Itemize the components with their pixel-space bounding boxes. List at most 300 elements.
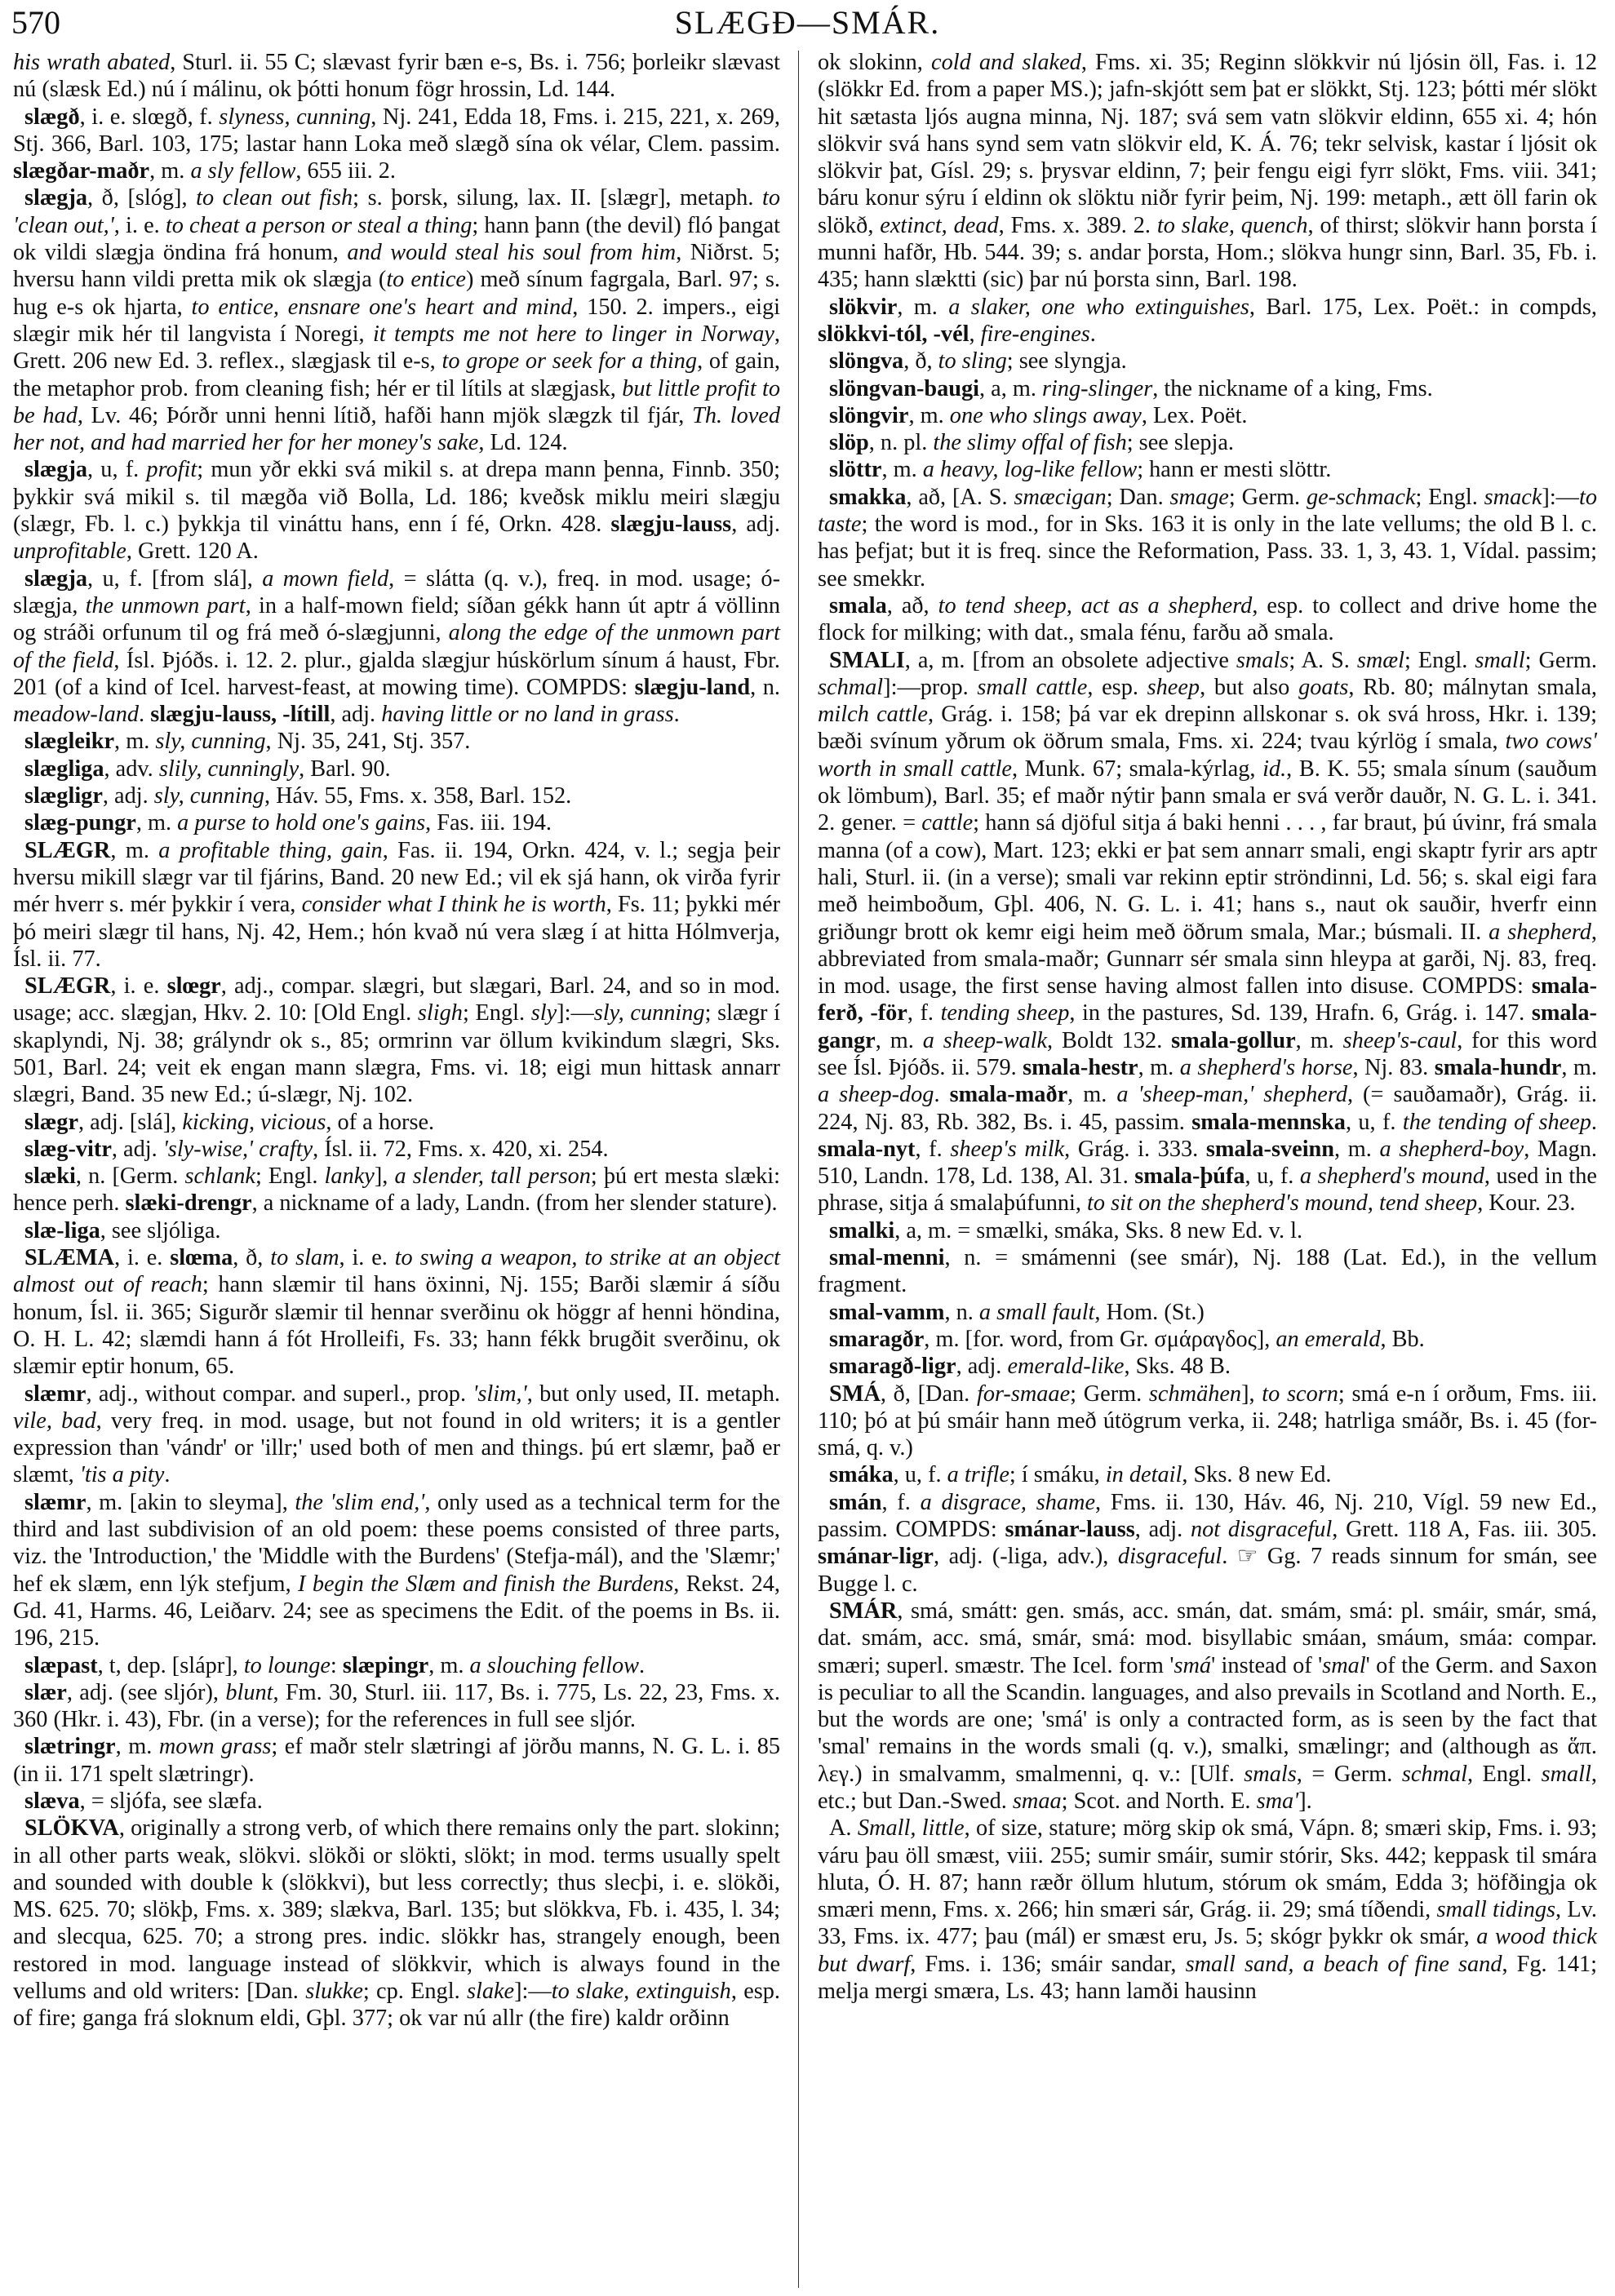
gloss: small cattle bbox=[977, 674, 1088, 700]
entry-text: , bbox=[969, 321, 981, 347]
entry-text: , m. [akin to sleyma], bbox=[86, 1489, 295, 1515]
headword: slöngvan-baugi bbox=[829, 375, 979, 401]
entry-text: , i. e. bbox=[110, 973, 167, 1000]
gloss: slily, cunningly bbox=[158, 756, 299, 782]
headword: smala-þúfa bbox=[1134, 1164, 1245, 1190]
headword: smal-menni bbox=[829, 1245, 945, 1271]
gloss: ge-schmack bbox=[1306, 484, 1416, 510]
headword: smáka bbox=[829, 1462, 894, 1488]
entry-text: : bbox=[330, 1652, 343, 1678]
entry-text: , used in the phrase, sitja á smalaþúfunni, bbox=[818, 1164, 1597, 1217]
gloss: a slaker, one who extinguishes bbox=[948, 294, 1249, 320]
gloss: Th. loved her not, and had married her for her money's sake bbox=[13, 402, 780, 456]
entry-text: ; í smáku, bbox=[1009, 1462, 1106, 1488]
entry-text: , Ld. 124. bbox=[478, 430, 568, 456]
entry-text: , Grett. 120 A. bbox=[126, 539, 259, 565]
entry-text: , m. [for. word, from Gr. σμάραγδος], bbox=[924, 1326, 1276, 1352]
entry-text: ; Engl. bbox=[1404, 647, 1475, 673]
headword: smala-hestr bbox=[1023, 1054, 1138, 1080]
entry-text: ; Engl. bbox=[462, 1000, 531, 1026]
gloss: a wood thick but dwarf bbox=[818, 1924, 1597, 1977]
entry-text: , n. = smámenni (see smár), Nj. 188 (Lat. Ed.), in the vellum fragment. bbox=[818, 1245, 1597, 1298]
entry-text: . bbox=[639, 1652, 646, 1678]
headword: slæ-liga bbox=[24, 1217, 100, 1243]
entry-text: . bbox=[164, 1462, 171, 1488]
headword: slöttr bbox=[829, 457, 882, 483]
entry-text: ; Engl. bbox=[255, 1164, 325, 1190]
entry-text: , etc.; but Dan.-Swed. bbox=[818, 1761, 1597, 1814]
entry-text: , m. bbox=[1561, 1054, 1598, 1080]
headword: slökkvi-tól, -vél bbox=[818, 321, 969, 347]
headword: slæmr bbox=[24, 1381, 87, 1407]
entry-text: , m. bbox=[1067, 1082, 1117, 1108]
entry-text: ; hann er mesti slöttr. bbox=[1137, 457, 1332, 483]
gloss: a shepherd-boy bbox=[1379, 1136, 1524, 1162]
gloss: milch cattle bbox=[818, 702, 928, 728]
gloss: smack bbox=[1484, 484, 1542, 510]
gloss: 'slim,' bbox=[473, 1381, 527, 1407]
dictionary-entry bbox=[818, 1815, 1597, 2005]
entry-text: A. bbox=[829, 1815, 858, 1842]
dictionary-entry bbox=[13, 1815, 780, 2032]
entry-text: , a, m. [from an obsolete adjective bbox=[904, 647, 1236, 673]
dictionary-entry bbox=[818, 1217, 1597, 1244]
entry-text: , adj. (-liga, adv.), bbox=[933, 1544, 1118, 1570]
dictionary-entry bbox=[818, 429, 1597, 456]
dictionary-entry bbox=[818, 348, 1597, 375]
entry-text: , esp. to collect and drive home the flock for milking; with dat., smala fénu, farðu að smala. bbox=[818, 592, 1597, 646]
dictionary-entry bbox=[13, 809, 780, 836]
gloss: smals bbox=[1236, 647, 1289, 673]
gloss: sly, cunning bbox=[155, 729, 266, 755]
entry-text: ], bbox=[374, 1164, 395, 1190]
gloss: ring-slinger bbox=[1042, 375, 1153, 401]
headword: slæpingr bbox=[342, 1652, 429, 1678]
gloss: a sly fellow bbox=[190, 158, 296, 184]
entry-text: , Barl. 175, Lex. Poët.: in compds, bbox=[1249, 294, 1597, 320]
page-number: 570 bbox=[11, 4, 60, 41]
headword: smaragðr bbox=[829, 1326, 925, 1352]
entry-text: , u, f. [from slá], bbox=[87, 565, 263, 592]
entry-text: . ☞ Gg. 7 reads sinnum for smán, see Bugge l. c. bbox=[818, 1544, 1597, 1597]
entry-text: ; þú ert mesta slæki: hence perh. bbox=[13, 1164, 780, 1217]
gloss: emerald-like bbox=[1007, 1354, 1125, 1380]
entry-text: , f. bbox=[915, 1136, 951, 1162]
entry-text: , m. bbox=[875, 1027, 923, 1053]
gloss: in detail bbox=[1105, 1462, 1182, 1488]
gloss: a mown field bbox=[262, 565, 389, 592]
gloss: two cows' worth in small cattle bbox=[818, 729, 1597, 782]
gloss: smá bbox=[1174, 1652, 1212, 1678]
gloss: sheep's milk bbox=[950, 1136, 1065, 1162]
headword: smánar-lauss bbox=[1005, 1517, 1135, 1543]
headword: slægr bbox=[24, 1109, 79, 1135]
entry-text: , Grág. i. 333. bbox=[1064, 1136, 1206, 1162]
gloss: profit bbox=[146, 457, 197, 483]
entry-text: , a, m. = smælki, smáka, Sks. 8 new Ed. v. l. bbox=[894, 1217, 1303, 1243]
headword: smala-gangr bbox=[818, 1000, 1597, 1053]
gloss: having little or no land in grass bbox=[381, 702, 674, 728]
gloss: a disgrace, shame bbox=[920, 1489, 1096, 1515]
gloss: a shepherd's mound bbox=[1299, 1164, 1484, 1190]
gloss: disgraceful bbox=[1117, 1544, 1222, 1570]
entry-text: , Magn. 510, Landn. 178, Ld. 138, Al. 31. bbox=[818, 1136, 1597, 1190]
entry-text: , adj. bbox=[330, 702, 382, 728]
entry-text: , i. e. bbox=[113, 212, 166, 238]
headword: slæg-pungr bbox=[24, 810, 136, 836]
page-header bbox=[11, 3, 1604, 44]
headword: smán bbox=[829, 1489, 882, 1515]
gloss: meadow-land bbox=[13, 702, 140, 728]
entry-text: , = Germ. bbox=[1296, 1761, 1402, 1787]
headword: slœma bbox=[170, 1245, 233, 1271]
dictionary-entry bbox=[13, 1679, 780, 1734]
headword: smaragð-ligr bbox=[829, 1354, 956, 1380]
headword: smalki bbox=[829, 1217, 895, 1243]
entry-text: ; ef maðr stelr slætringi af jörðu manns, N. G. L. i. 85 (in ii. 171 spelt slætringr). bbox=[13, 1734, 780, 1787]
entry-text: , f. bbox=[907, 1000, 941, 1026]
gloss: an emerald bbox=[1276, 1326, 1381, 1352]
gloss: slyness, cunning bbox=[219, 104, 371, 130]
headword: slæki bbox=[24, 1164, 76, 1190]
entry-text: , adj., compar. slægri, but slægari, Barl. 24, and so in mod. usage; acc. slægjan, Hkv. 2. 10: [Old Engl. bbox=[13, 973, 780, 1026]
dictionary-entry bbox=[13, 456, 780, 565]
gloss: smal bbox=[1322, 1652, 1366, 1678]
entry-text: ' of the Germ. and Saxon is peculiar to all the Scandin. languages, and also prevails in Scotland and North. E., but the words are one; 'smá' is only a contracted form, as is seen by the fact that 'smal' remains in the words smali (q. v.), smalki, smælingr; and (although as ἅπ. λεγ.) in smalvamm, smalmenni, q. v.: [Ulf. bbox=[818, 1652, 1597, 1787]
entry-text: ; s. þorsk, silung, lax. II. [slægr], metaph. bbox=[353, 185, 762, 211]
entry-text: , Ísl. Þjóðs. i. 12. 2. plur., gjalda slægjur húskörlum sínum á haust, Fbr. 201 (of a kind of Icel. harvest-feast, at mowing time). COMPDS: bbox=[13, 647, 780, 700]
dictionary-entry bbox=[13, 1652, 780, 1679]
dictionary-entry bbox=[818, 456, 1597, 483]
entry-text: , esp. of fire; ganga frá sloknum eldi, Gþl. 377; ok var nú allr (the fire) kaldr orðinn bbox=[13, 1979, 781, 2032]
entry-text: , m. bbox=[428, 1652, 470, 1678]
gloss: to scorn bbox=[1262, 1381, 1338, 1407]
gloss: along the edge of the unmown part of the field bbox=[13, 620, 780, 673]
entry-text: , a, m. bbox=[979, 375, 1043, 401]
gloss: schmal bbox=[1401, 1761, 1467, 1787]
dictionary-entry bbox=[13, 837, 780, 973]
entry-text: , a nickname of a lady, Landn. (from her slender stature). bbox=[251, 1190, 778, 1217]
entry-text: , originally a strong verb, of which there remains only the part. slokinn; in all other parts weak, slökvi. slökði or slökti, slökt; in mod. terms usually spelt and sounded with double k (slökkvi), but less correctly; thus slecþi, i. e. slökði, MS. 625. 70; slökþ, Fms. x. 389; slækva, Barl. 135; but slökkva, Fb. i. 435, l. 34; and slecqua, 625. 70; a strong pres. indic. slökkr has, strangely enough, been restored in mod. language instead of slökkvir, which is always found in the vellums and old writers: [Dan. bbox=[13, 1815, 780, 2005]
gloss: a purse to hold one's gains bbox=[177, 810, 426, 836]
dictionary-entry bbox=[818, 1244, 1597, 1299]
entry-text: , Rekst. 24, Gd. 41, Harms. 46, Leiðarv. 24; see as specimens the Edit. of the poems in Bs. ii. 196, 215. bbox=[13, 1571, 780, 1651]
gloss: to lounge bbox=[243, 1652, 331, 1678]
entry-text: , Fms. x. 389. 2. bbox=[998, 212, 1157, 238]
entry-text: , i. e. bbox=[339, 1245, 395, 1271]
gloss: sheep bbox=[1147, 674, 1200, 700]
headword: slægja bbox=[24, 185, 88, 211]
entry-text: . bbox=[1089, 321, 1096, 347]
entry-text: , in the pastures, Sd. 139, Hrafn. 6, Grág. i. 147. bbox=[1069, 1000, 1532, 1026]
entry-text: , adj. [slá], bbox=[78, 1109, 183, 1135]
gloss: small bbox=[1475, 647, 1525, 673]
gloss: mown grass bbox=[158, 1734, 272, 1760]
entry-text: , Lv. 33, Fms. ix. 477; þau (mál) er smæst eru, Js. 5; skógr þykkr ok smár, bbox=[818, 1897, 1597, 1950]
entry-text: ; Germ. bbox=[1228, 484, 1307, 510]
gloss: small bbox=[1541, 1761, 1591, 1787]
gloss: cold and slaked bbox=[931, 50, 1081, 75]
gloss: Small, little bbox=[857, 1815, 965, 1842]
gloss: small tidings bbox=[1436, 1897, 1556, 1923]
entry-text: , Fg. 141; melja mergi smæra, Ls. 43; hann lamði hausinn bbox=[818, 1951, 1597, 2005]
dictionary-entry bbox=[13, 1217, 780, 1244]
gloss: his wrath abated bbox=[13, 50, 171, 75]
entry-text: , adj., without compar. and superl., prop. bbox=[86, 1381, 473, 1407]
headword: slœgr bbox=[166, 973, 221, 1000]
gloss: to entice bbox=[386, 267, 466, 293]
entry-text: , m. bbox=[1295, 1027, 1343, 1053]
entry-text: , Boldt 132. bbox=[1047, 1027, 1172, 1053]
entry-text: , Nj. 35, 241, Stj. 357. bbox=[265, 729, 471, 755]
entry-text: , Bb. bbox=[1380, 1326, 1425, 1352]
entry-text: ; mun yðr ekki svá mikil s. at drepa mann þenna, Finnb. 350; þykkir svá mikil s. til mægða við Bolla, Ld. 186; kveðsk miklu meiri slægju (slægr, Fb. l. c.) þykkja til vináttu hans, enn í fé, Orkn. 428. bbox=[13, 457, 780, 538]
dictionary-entry bbox=[13, 1788, 780, 1815]
entry-text: , u, f. bbox=[893, 1462, 947, 1488]
gloss: the tending of sheep bbox=[1402, 1109, 1591, 1135]
gloss: extinct, dead bbox=[880, 212, 999, 238]
gloss: a sheep-walk bbox=[922, 1027, 1048, 1053]
gloss: sma' bbox=[1256, 1788, 1299, 1814]
entry-text: , 150. 2. impers., eigi slægir mik hér til langvista í Noregi, bbox=[13, 294, 780, 347]
gloss: schmal bbox=[818, 674, 884, 700]
entry-text: , Kour. 23. bbox=[1477, 1190, 1576, 1217]
gloss: sly bbox=[530, 1000, 557, 1026]
gloss: a slouching fellow bbox=[469, 1652, 640, 1678]
gloss: the slimy offal of fish bbox=[933, 430, 1127, 456]
entry-text: , m. bbox=[897, 294, 949, 320]
entry-text: , esp. bbox=[1087, 674, 1147, 700]
gloss: 'tis a pity bbox=[79, 1462, 165, 1488]
entry-text: , u, f. bbox=[1345, 1109, 1403, 1135]
entry-text: ; Scot. and North. E. bbox=[1061, 1788, 1257, 1814]
left-column bbox=[13, 49, 780, 2032]
entry-text: . bbox=[673, 702, 680, 728]
entry-text: ; Dan. bbox=[1106, 484, 1170, 510]
headword: slægju-lauss, -lítill bbox=[150, 702, 331, 728]
entry-text: , Fms. i. 136; smáir sandar, bbox=[910, 1951, 1186, 1977]
dictionary-entry bbox=[818, 1598, 1597, 1815]
entry-text: . bbox=[934, 1082, 950, 1108]
dictionary-entry bbox=[818, 294, 1597, 348]
entry-text: , m. bbox=[149, 158, 191, 184]
headword: smakka bbox=[829, 484, 907, 510]
gloss: the 'slim end,' bbox=[295, 1489, 425, 1515]
entry-text: ; hann þann (the devil) fló þangat ok vildi slægja öndina frá honum, bbox=[13, 212, 780, 266]
headword: smala-ferð, -för bbox=[818, 973, 1597, 1026]
entry-text: , Lex. Poët. bbox=[1141, 402, 1248, 428]
dictionary-entry bbox=[13, 973, 780, 1108]
gloss: for-smaae bbox=[976, 1381, 1071, 1407]
gloss: to slam bbox=[270, 1245, 339, 1271]
gloss: to tend sheep, act as a shepherd bbox=[938, 592, 1253, 618]
entry-text: , Munk. 67; smala-kýrlag, bbox=[1012, 756, 1263, 782]
entry-text: ; see slyngja. bbox=[1006, 348, 1127, 375]
headword: slöngva bbox=[829, 348, 904, 375]
gloss: not disgraceful bbox=[1191, 1517, 1333, 1543]
entry-text: , Nj. 83. bbox=[1352, 1054, 1435, 1080]
dictionary-entry bbox=[818, 49, 1597, 294]
headword: smala-maðr bbox=[949, 1082, 1068, 1108]
entry-text: , (= sauðamaðr), Grág. ii. 224, Nj. 83, Rb. 382, Bs. i. 45, passim. bbox=[818, 1082, 1597, 1135]
headword: slægja bbox=[24, 457, 88, 483]
entry-text: , ð, [slóg], bbox=[87, 185, 197, 211]
dictionary-entry bbox=[13, 728, 780, 755]
entry-text: , t, dep. [slápr], bbox=[97, 1652, 244, 1678]
headword: slær bbox=[24, 1679, 67, 1705]
headword: slæg-vitr bbox=[24, 1136, 112, 1162]
entry-text: , adj. bbox=[956, 1354, 1008, 1380]
gloss: schlank bbox=[184, 1164, 255, 1190]
entry-text: ]:— bbox=[1542, 484, 1579, 510]
entry-text: , n. bbox=[944, 1299, 979, 1325]
headword: smala bbox=[829, 592, 887, 618]
entry-text: , adj. (see sljór), bbox=[66, 1679, 226, 1705]
gloss: a 'sheep-man,' shepherd bbox=[1116, 1082, 1347, 1108]
right-column bbox=[818, 49, 1597, 2005]
gloss: to clean out fish bbox=[196, 185, 353, 211]
entry-text: , in a half-mown field; síðan gékk hann út aptr á völlinn og stráði orfunum til og frá með ó-slægjunni, bbox=[13, 592, 781, 646]
entry-text: ], bbox=[1241, 1381, 1262, 1407]
headword: slætringr bbox=[24, 1734, 116, 1760]
headword: slægleikr bbox=[24, 729, 115, 755]
headword: slæpast bbox=[24, 1652, 98, 1678]
entry-text: , m. bbox=[114, 729, 156, 755]
entry-text: , i. e. slœgð, f. bbox=[79, 104, 220, 130]
headword: smala-nyt bbox=[818, 1136, 916, 1162]
entry-text: , að, bbox=[886, 592, 938, 618]
headword: SLÖKVA bbox=[24, 1815, 119, 1842]
entry-text: ; A. S. bbox=[1289, 647, 1357, 673]
gloss: a trifle bbox=[947, 1462, 1009, 1488]
entry-text: , m. bbox=[135, 810, 178, 836]
entry-text: ; cp. Engl. bbox=[362, 1979, 467, 2005]
gloss: sligh bbox=[417, 1000, 463, 1026]
entry-text: , adv. bbox=[104, 756, 159, 782]
gloss: it tempts me not here to linger in Norway bbox=[372, 321, 774, 347]
headword: slægju-lauss bbox=[610, 512, 732, 538]
gloss: small sand, a beach of fine sand bbox=[1185, 1951, 1502, 1977]
gloss: smaa bbox=[1012, 1788, 1062, 1814]
gloss: smæl bbox=[1356, 647, 1405, 673]
dictionary-entry bbox=[13, 1244, 780, 1380]
entry-text: , Engl. bbox=[1466, 1761, 1542, 1787]
gloss: consider what I think he is worth bbox=[301, 892, 606, 918]
dictionary-entry bbox=[13, 1109, 780, 1136]
headword: SLÆGR bbox=[24, 973, 111, 1000]
gloss: sly, cunning bbox=[593, 1000, 705, 1026]
entry-text: , u, f. bbox=[87, 457, 147, 483]
entry-text: ) með sínum fagrgala, Barl. 97; s. hug e-s ok hjarta, bbox=[13, 267, 780, 320]
headword: slægliga bbox=[24, 756, 104, 782]
headword: slæva bbox=[24, 1788, 80, 1814]
dictionary-entry bbox=[818, 1326, 1597, 1353]
entry-text: . bbox=[139, 702, 151, 728]
column-divider bbox=[798, 51, 799, 2288]
gloss: goats bbox=[1298, 674, 1349, 700]
gloss: a sheep-dog bbox=[818, 1082, 934, 1108]
entry-text: , B. K. 55; smala sínum (sauðum ok lömbum), Barl. 35; ef maðr nýtir þann smala er svá verðr dauðr, N. G. L. i. 341. 2. gener. = bbox=[818, 756, 1598, 836]
gloss: slukke bbox=[305, 1979, 363, 2005]
headword: smala-mennska bbox=[1191, 1109, 1346, 1135]
dictionary-entry bbox=[13, 565, 780, 729]
entry-text: ; hann slæmir til hans öxinni, Nj. 155; Barði slæmir á síðu honum, Ísl. ii. 365; Sigurðr slæmir til hennar sverðinu ok höggr af henni höndina, O. H. L. 42; slæmdi hann á fót Hrolleifi, Fs. 33; hann fékk brugðit sverðinu, ok slæmir eptir honum, 65. bbox=[13, 1272, 780, 1380]
gloss: sly, cunning bbox=[153, 783, 264, 809]
entry-text: , m. bbox=[881, 457, 923, 483]
headword: smala-gollur bbox=[1171, 1027, 1296, 1053]
headword: slægja bbox=[24, 565, 88, 592]
dictionary-entry bbox=[13, 49, 780, 104]
dictionary-entry bbox=[818, 375, 1597, 402]
headword: SMÁ bbox=[829, 1381, 881, 1407]
entry-text: ' instead of ' bbox=[1211, 1652, 1323, 1678]
gloss: cattle bbox=[921, 810, 974, 836]
entry-text: , Fms. ii. 130, Háv. 46, Nj. 210, Vígl. 59 new Ed., passim. COMPDS: bbox=[818, 1489, 1597, 1543]
entry-text: , m. bbox=[110, 837, 159, 863]
headword: slæki-drengr bbox=[125, 1190, 252, 1217]
headword: smala-hundr bbox=[1434, 1054, 1562, 1080]
dictionary-entry bbox=[818, 592, 1597, 647]
dictionary-entry bbox=[13, 104, 780, 185]
gloss: to swing a weapon, to strike at an object almost out of reach bbox=[13, 1245, 780, 1298]
gloss: a slender, tall person bbox=[394, 1164, 591, 1190]
gloss: smage bbox=[1169, 484, 1229, 510]
gloss: I begin the Slæm and finish the Burdens bbox=[298, 1571, 674, 1597]
entry-text: , n. bbox=[750, 674, 780, 700]
gloss: to cheat a person or steal a thing bbox=[165, 212, 473, 238]
entry-text: , Grett. 118 A, Fas. iii. 305. bbox=[1332, 1517, 1597, 1543]
gloss: one who slings away bbox=[949, 402, 1142, 428]
entry-text: , Rb. 80; málnytan smala, bbox=[1348, 674, 1597, 700]
entry-text: , but also bbox=[1200, 674, 1299, 700]
entry-text: ok slokinn, bbox=[818, 50, 932, 75]
entry-text: , Ísl. ii. 72, Fms. x. 420, xi. 254. bbox=[313, 1136, 609, 1162]
gloss: to slake, extinguish bbox=[551, 1979, 731, 2005]
entry-text: , for this word see Ísl. Þjóðs. ii. 579. bbox=[818, 1027, 1597, 1080]
entry-text: , Niðrst. 5; hversu hann vildi pretta mik ok slægja ( bbox=[13, 240, 780, 293]
entry-text: , m. bbox=[908, 402, 950, 428]
entry-text: , Nj. 241, Edda 18, Fms. i. 215, 221, x. 269, Stj. 366, Barl. 103, 175; lastar hann Loka með slægð sína ok vélar, Clem. passim. bbox=[13, 104, 780, 157]
dictionary-entry bbox=[818, 1299, 1597, 1326]
entry-text: , ð, bbox=[233, 1245, 271, 1271]
gloss: slake bbox=[466, 1979, 515, 2005]
entry-text: , Hom. (St.) bbox=[1094, 1299, 1205, 1325]
entry-text: , Fms. xi. 35; Reginn slökkvir nú ljósin öll, Fas. i. 12 (slökkr Ed. from a paper MS.); jafn-skjótt sem þat er slökkt, Stj. 123; þótti mér slökt hit sætasta ljós augna minna, Nj. 187; svá sem vatn slökvir eldinn, 655 xi. 4; hón slökvir svá hans synd sem vatn slökvir eld, K. Á. 76; tekr selvisk, kastar í ljósit ok slökvir þat, Gísl. 29; s. þrysvar eldinn, 7; þeir fengu eigi fyrr slökt, Fms. viii. 341; báru konur sýru í eldinn ok slöktu niðr fyrir þeim, Nj. 199: metaph., ætt öll farin ok slökð, bbox=[818, 50, 1597, 238]
entry-text: , m. bbox=[1138, 1054, 1180, 1080]
gloss: a heavy, log-like fellow bbox=[922, 457, 1138, 483]
entry-text: , adj. bbox=[731, 512, 781, 538]
entry-text: , f. bbox=[881, 1489, 921, 1515]
gloss: blunt bbox=[225, 1679, 273, 1705]
entry-text: ]:—prop. bbox=[883, 674, 978, 700]
gloss: to entice, ensnare one's heart and mind bbox=[191, 294, 573, 320]
headword: slægð bbox=[24, 104, 80, 130]
entry-text: , Lv. 46; Þórðr unni henni lítið, hafði hann mjök slægzk til fjár, bbox=[77, 402, 693, 428]
dictionary-entry bbox=[13, 1163, 780, 1217]
gloss: to taste bbox=[818, 484, 1597, 538]
dictionary-entry bbox=[818, 1489, 1597, 1598]
entry-text: , ð, [Dan. bbox=[880, 1381, 977, 1407]
gloss: to sit on the shepherd's mound, tend sheep bbox=[1087, 1190, 1478, 1217]
dictionary-entry bbox=[818, 1461, 1597, 1488]
entry-text: , of gain, the metaphor prob. from cleaning fish; hér er til lítils at slægjask, bbox=[13, 348, 780, 401]
gloss: a shepherd bbox=[1489, 919, 1591, 945]
entry-text: ; hann sá djöful sitja á baki henni . . . , far braut, þú úvinr, frá smala manna (of a cow), Mart. 123; ekki er þat sem annarr smali, engi skaptr fyrir ars aptr hali, Sturl. ii. (in a verse); smali var rekinn eptir ströndinni, Ld. 56; s. skal eigi fara með heimboðum, Gþl. 406, N. G. L. i. 41; hans s., naut ok sauðir, hverfr einn griðungr brott ok kemr eigi heim með öðrum smala, Mar.; búsmali. II. bbox=[818, 810, 1597, 945]
entry-text: , m. bbox=[1334, 1136, 1380, 1162]
gloss: lanky bbox=[324, 1164, 375, 1190]
headword: SMALI bbox=[829, 647, 905, 673]
dictionary-entry bbox=[818, 1353, 1597, 1380]
